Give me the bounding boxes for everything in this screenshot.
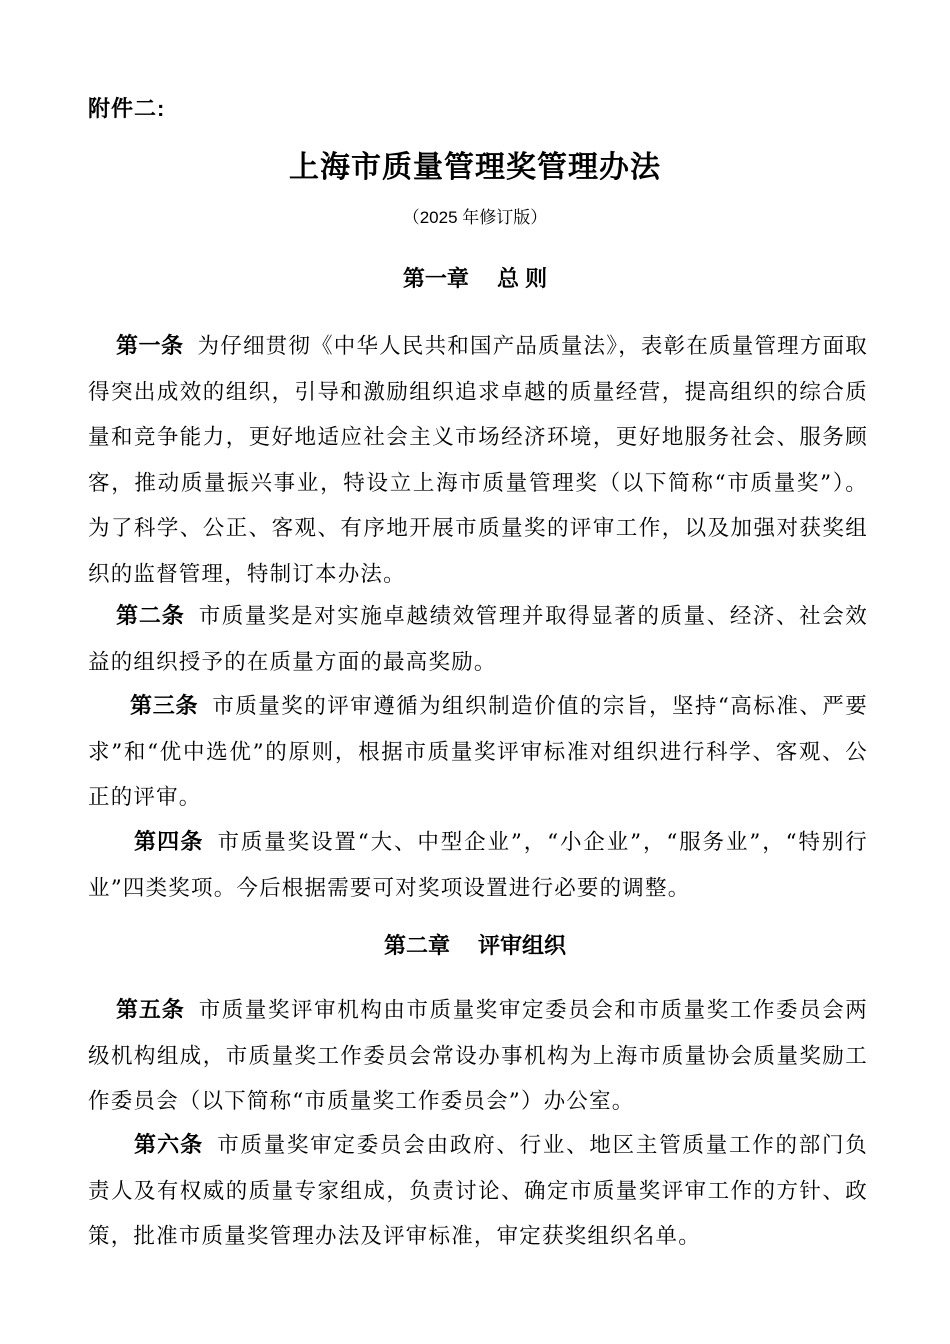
document-title: 上海市质量管理奖管理办法: [289, 151, 661, 184]
chapter-heading-2: 第二章 评审组织: [383, 933, 567, 958]
document-subtitle: （2025 年修订版）: [402, 208, 548, 227]
article-6: [88, 1122, 868, 1260]
article-number: 第六条: [134, 1132, 204, 1157]
article-2: [88, 593, 868, 685]
article-number: 第四条: [134, 829, 204, 854]
article-4: [88, 819, 868, 911]
article-text: 市质量奖审定委员会由政府、行业、地区主管质量工作的部门负责人及有权威的质量专家组成，负责讨论、确定市质量奖评审工作的方针、政策，批准市质量奖管理办法及评审标准，审定获奖组织名单。: [88, 1133, 868, 1249]
article-number: 第二条: [116, 603, 185, 628]
article-text: 市质量奖设置“大、中型企业”，“小企业”，“服务业”，“特别行业”四类奖项。今后根据需要可对奖项设置进行必要的调整。: [88, 830, 868, 901]
article-text: 市质量奖的评审遵循为组织制造价值的宗旨，坚持“高标准、严要求”和“优中选优”的原则，根据市质量奖评审标准对组织进行科学、客观、公正的评审。: [88, 694, 868, 810]
article-number: 第一条: [116, 333, 184, 358]
article-text: 市质量奖评审机构由市质量奖审定委员会和市质量奖工作委员会两级机构组成，市质量奖工作委员会常设办事机构为上海市质量协会质量奖励工作委员会（以下简称“市质量奖工作委员会”）办公室。: [88, 998, 868, 1114]
article-1: [88, 323, 868, 597]
article-5: [88, 987, 868, 1125]
article-text: 市质量奖是对实施卓越绩效管理并取得显著的质量、经济、社会效益的组织授予的在质量方面的最高奖励。: [88, 604, 868, 675]
article-3: [88, 683, 868, 821]
attachment-label: 附件二:: [88, 96, 166, 121]
article-number: 第三条: [130, 693, 199, 718]
chapter-heading-1: 第一章 总 则: [402, 266, 548, 291]
article-number: 第五条: [116, 997, 185, 1022]
article-text: 为仔细贯彻《中华人民共和国产品质量法》，表彰在质量管理方面取得突出成效的组织，引导和激励组织追求卓越的质量经营，提高组织的综合质量和竞争能力，更好地适应社会主义市场经济环境，更好地服务社会、服务顾客，推动质量振兴事业，特设立上海市质量管理奖（以下简称“市质量奖”）。为了科学、公正、客观、有序地开展市质量奖的评审工作，以及加强对获奖组织的监督管理，特制订本办法。: [88, 334, 868, 587]
